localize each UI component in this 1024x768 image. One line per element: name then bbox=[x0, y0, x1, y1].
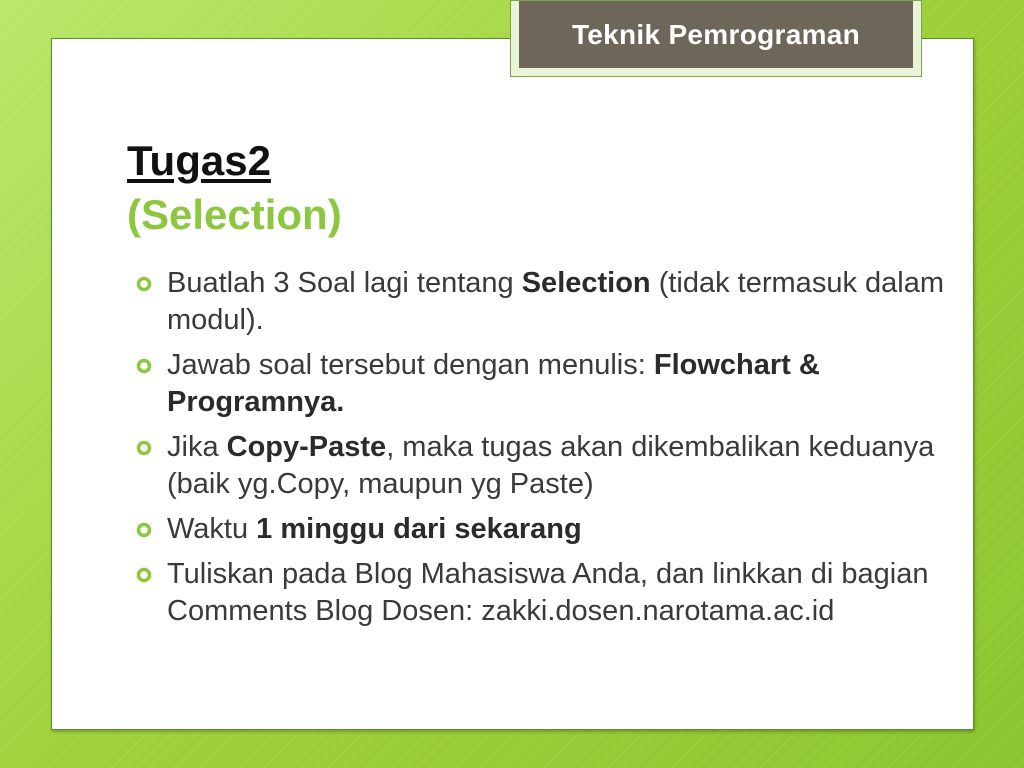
ring-bullet-icon bbox=[136, 276, 152, 292]
title-subtitle: (Selection) bbox=[127, 191, 342, 238]
bullet-item bbox=[133, 347, 963, 421]
course-tab-inner bbox=[519, 1, 913, 68]
bullet-text: Buatlah 3 Soal lagi tentang bbox=[167, 267, 522, 299]
course-title: Teknik Pemrograman bbox=[571, 18, 861, 50]
bullet-bold-text: 1 minggu dari sekarang bbox=[256, 513, 582, 545]
bullet-list bbox=[133, 265, 963, 638]
bullet-text: Jika bbox=[167, 431, 227, 463]
bullet-text: Waktu bbox=[167, 513, 257, 545]
bullet-bold-text: Flowchart & Programnya. bbox=[167, 349, 820, 418]
bullet-text: , maka tugas akan dikembalikan keduanya (baik yg.Copy, maupun yg Paste) bbox=[167, 431, 935, 500]
title-main: Tugas2 bbox=[127, 137, 271, 184]
bullet-item bbox=[133, 556, 963, 630]
bullet-text: Tuliskan pada Blog Mahasiswa Anda, dan linkkan di bagian Comments Blog Dosen: zakki.dosen.narotama.ac.id bbox=[167, 558, 929, 627]
bullet-item bbox=[133, 429, 963, 503]
bullet-item bbox=[133, 265, 963, 339]
ring-bullet-icon bbox=[136, 567, 152, 583]
ring-bullet-icon bbox=[136, 358, 152, 374]
bullet-text: Jawab soal tersebut dengan menulis: bbox=[167, 349, 654, 381]
bullet-item bbox=[133, 511, 963, 548]
course-tab bbox=[510, 0, 922, 77]
bullet-bold-text: Selection bbox=[521, 267, 651, 299]
slide-title bbox=[127, 136, 342, 240]
ring-bullet-icon bbox=[136, 522, 152, 538]
bullet-text: (tidak termasuk dalam modul). bbox=[167, 267, 944, 336]
ring-bullet-icon bbox=[136, 440, 152, 456]
bullet-bold-text: Copy-Paste bbox=[226, 431, 387, 463]
